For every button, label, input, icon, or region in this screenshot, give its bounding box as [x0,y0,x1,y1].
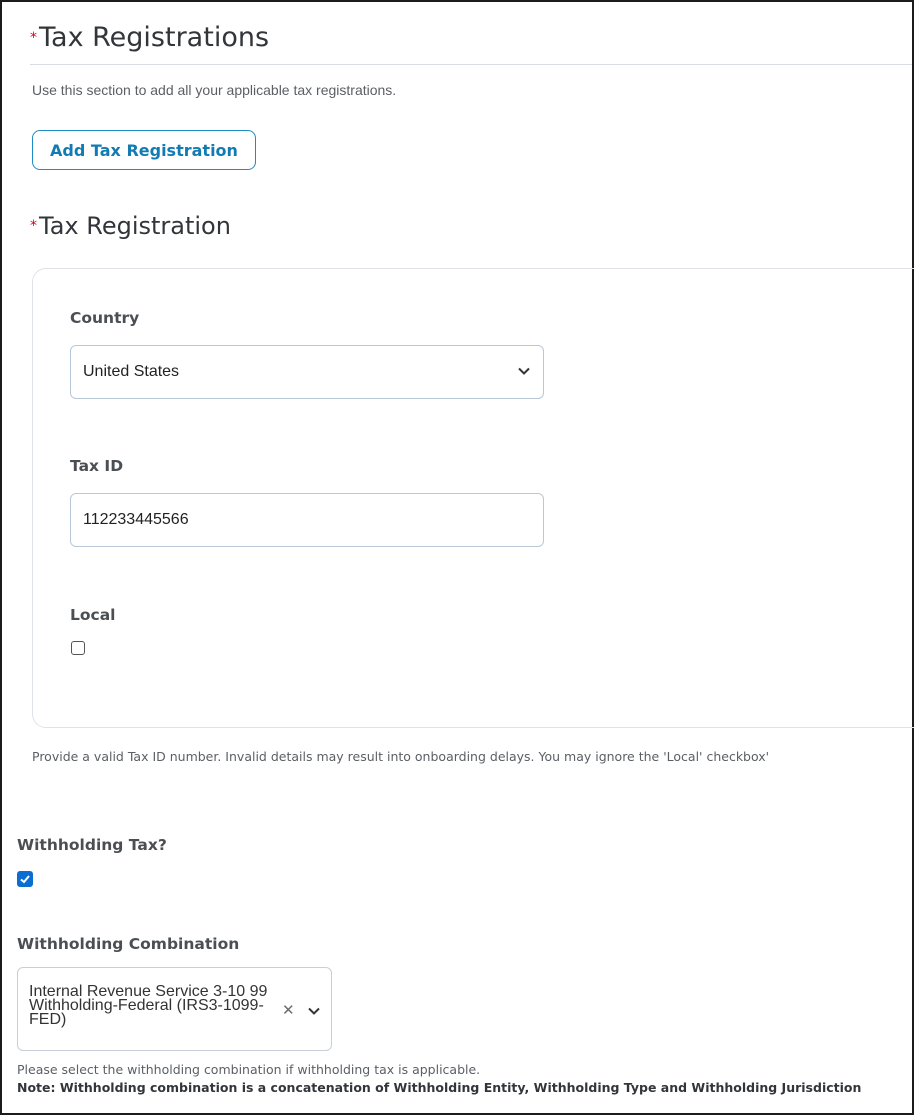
country-value: United States [83,363,180,380]
required-marker: * [30,30,37,46]
section-divider [30,64,912,65]
country-label: Country [70,309,140,327]
tax-registrations-title: Tax Registrations [39,22,270,53]
tax-registration-card [32,268,914,728]
tax-registrations-intro: Use this section to add all your applicable tax registrations. [32,82,397,98]
tax-registration-title: Tax Registration [39,212,231,240]
tax-registrations-heading [30,22,269,53]
tax-id-input[interactable] [70,493,544,547]
withholding-combination-label: Withholding Combination [17,935,240,953]
clear-icon[interactable]: ✕ [282,1001,295,1019]
withholding-tax-label: Withholding Tax? [17,836,167,854]
tax-id-value: 112233445566 [83,511,189,528]
chevron-down-icon [517,364,531,378]
chevron-down-icon[interactable] [307,1004,321,1018]
tax-registration-heading [30,212,231,240]
checkmark-icon [19,873,31,885]
withholding-combination-note: Note: Withholding combination is a concatenation of Withholding Entity, Withholding Type and Withholding Jurisdiction [17,1080,862,1095]
withholding-combination-value: Internal Revenue Service 3-10 99 Withholding-Federal (IRS3-1099-FED) [29,983,268,1028]
tax-id-hint: Provide a valid Tax ID number. Invalid details may result into onboarding delays. You may ignore the 'Local' checkbox' [32,749,770,764]
required-marker: * [30,218,37,234]
withholding-combination-help: Please select the withholding combination if withholding tax is applicable. [17,1062,481,1077]
local-label: Local [70,606,116,624]
withholding-combination-select[interactable] [17,967,332,1051]
add-tax-registration-button[interactable]: Add Tax Registration [32,130,256,170]
local-checkbox[interactable] [71,641,85,655]
country-select[interactable] [70,345,544,399]
withholding-tax-checkbox[interactable] [17,871,33,887]
tax-id-label: Tax ID [70,457,124,475]
